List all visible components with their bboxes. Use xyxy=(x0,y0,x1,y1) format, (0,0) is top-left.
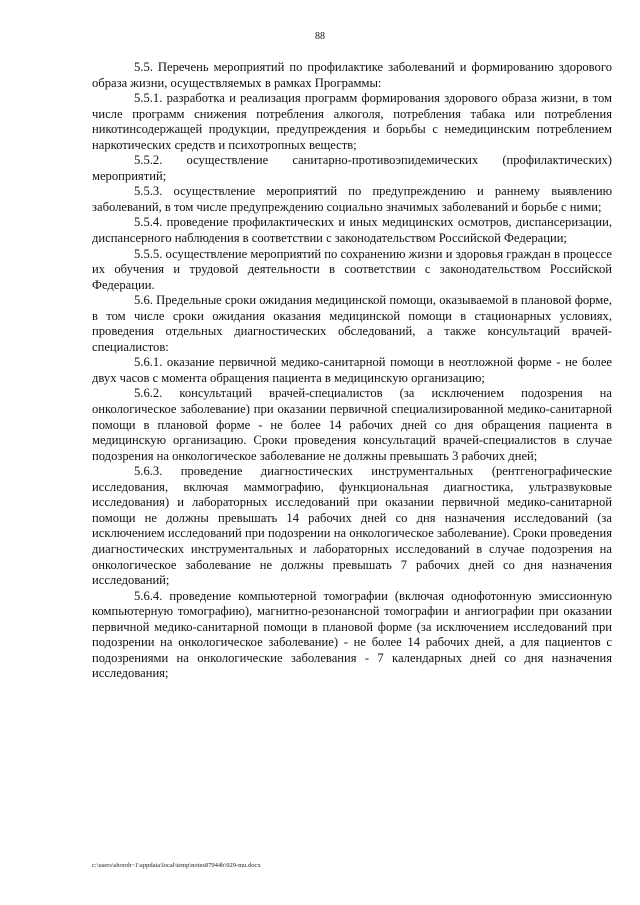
paragraph-5-6-3: 5.6.3. проведение диагностических инструментальных (рентгенографические исследования, включая маммографию, функциональная диагностика, ультразвуковые исследования) и лабораторных исследований при оказании первичной медико-санитарной помощи не должны превышать 14 рабочих дней со дня назначения исследований (за исключением исследований при подозрении на онкологическое заболевание). Сроки проведения диагностических инструментальных и лабораторных исследований в случае подозрения на онкологическое заболевание не должны превышать 7 рабочих дней со дня назначения исследований; xyxy=(92,464,612,588)
footer-file-path: c:\users\shoroh~1\appdata\local\temp\notes87944b\929-mu.docx xyxy=(92,862,261,869)
paragraph-5-6-4: 5.6.4. проведение компьютерной томографии (включая однофотонную эмиссионную компьютерную томографию), магнитно-резонансной томографии и ангиографии при оказании первичной медико-санитарной помощи в плановой форме (за исключением исследований при подозрении на онкологическое заболевание) - не более 14 рабочих дней, а для пациентов с подозрениями на онкологические заболевания - 7 календарных дней со дня назначения исследования; xyxy=(92,588,612,681)
paragraph-5-5-3: 5.5.3. осуществление мероприятий по предупреждению и раннему выявлению заболеваний, в том числе предупреждению социально значимых заболеваний и борьбе с ними; xyxy=(92,184,612,214)
paragraph-5-6: 5.6. Предельные сроки ожидания медицинской помощи, оказываемой в плановой форме, в том числе сроки ожидания оказания медицинской помощи в стационарных условиях, проведения отдельных диагностических обследований, а также консультаций врачей-специалистов: xyxy=(92,293,612,354)
paragraph-5-5-4: 5.5.4. проведение профилактических и иных медицинских осмотров, диспансеризации, диспансерного наблюдения в соответствии с законодательством Российской Федерации; xyxy=(92,215,612,246)
document-body xyxy=(92,60,612,682)
page-number: 88 xyxy=(315,31,325,42)
paragraph-5-5: 5.5. Перечень мероприятий по профилактике заболеваний и формированию здорового образа жизни, осуществляемых в рамках Программы: xyxy=(92,60,612,90)
paragraph-5-6-1: 5.6.1. оказание первичной медико-санитарной помощи в неотложной форме - не более двух часов с момента обращения пациента в медицинскую организацию; xyxy=(92,355,612,385)
paragraph-5-5-2: 5.5.2. осуществление санитарно-противоэпидемических (профилактических) мероприятий; xyxy=(92,153,612,183)
paragraph-5-6-2: 5.6.2. консультаций врачей-специалистов (за исключением подозрения на онкологическое заболевание) при оказании первичной специализированной медико-санитарной помощи в плановой форме - не более 14 рабочих дней со дня обращения пациента в медицинскую организацию. Сроки проведения консультаций врачей-специалистов в случае подозрения на онкологическое заболевание не должны превышать 3 рабочих дней; xyxy=(92,386,612,463)
paragraph-5-5-5: 5.5.5. осуществление мероприятий по сохранению жизни и здоровья граждан в процессе их обучения и трудовой деятельности в соответствии с законодательством Российской Федерации. xyxy=(92,246,612,292)
paragraph-5-5-1: 5.5.1. разработка и реализация программ формирования здорового образа жизни, в том числе программ снижения потребления алкоголя, потребления табака или потребления никотинсодержащей продукции, предупреждения и борьбы с немедицинским потреблением наркотических средств и психотропных веществ; xyxy=(92,91,612,152)
